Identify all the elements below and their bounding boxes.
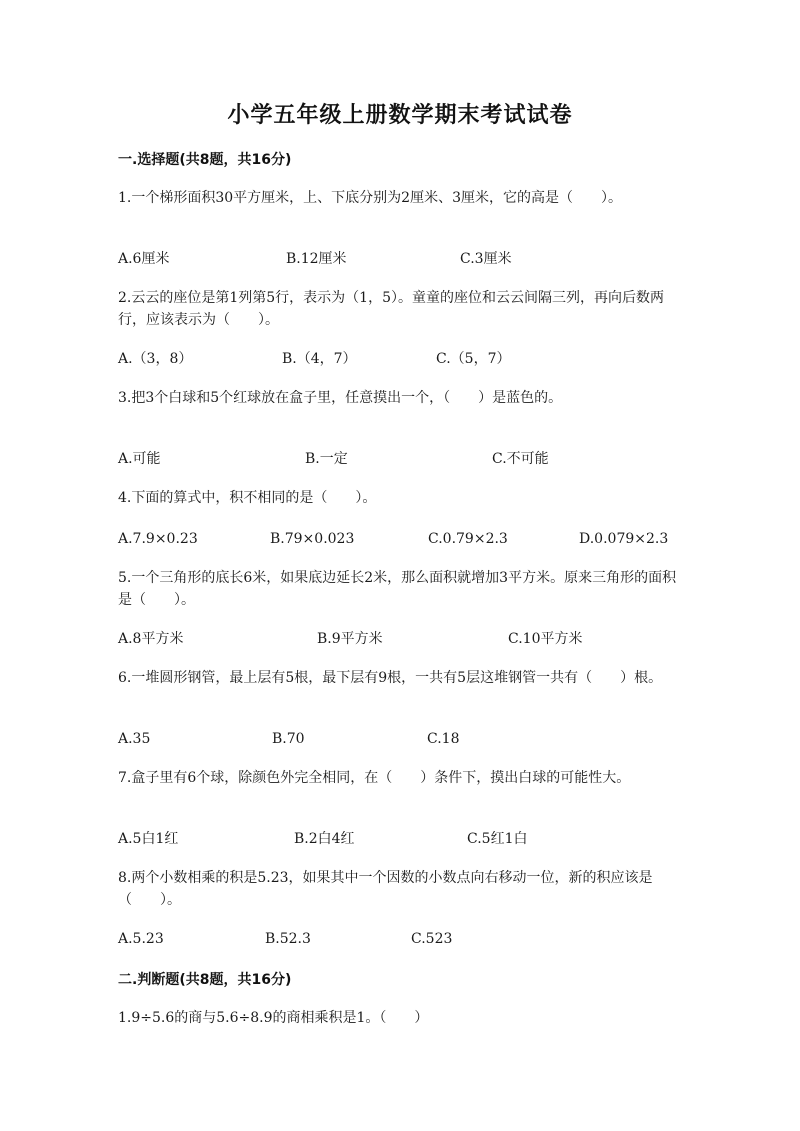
q4-option-c: C.0.79×2.3 — [428, 531, 508, 547]
question-3: 3.把3个白球和5个红球放在盒子里，任意摸出一个，（ ）是蓝色的。 — [118, 390, 563, 406]
judgement-question-1: 1.9÷5.6的商与5.6÷8.9的商相乘积是1。（ ） — [118, 1010, 429, 1026]
page-title: 小学五年级上册数学期末考试试卷 — [227, 103, 573, 128]
question-7: 7.盒子里有6个球，除颜色外完全相同，在（ ）条件下，摸出白球的可能性大。 — [118, 770, 631, 786]
q4-option-a: A.7.9×0.23 — [118, 531, 198, 547]
q7-option-a: A.5白1红 — [118, 831, 179, 847]
question-6: 6.一堆圆形钢管，最上层有5根，最下层有9根，一共有5层这堆钢管一共有（ ）根。 — [118, 670, 663, 686]
q5-option-b: B.9平方米 — [317, 631, 383, 647]
q2-option-b: B.（4，7） — [282, 351, 357, 367]
q7-option-c: C.5红1白 — [467, 831, 528, 847]
q4-option-d: D.0.079×2.3 — [579, 531, 669, 547]
q4-option-b: B.79×0.023 — [270, 531, 355, 547]
section-heading-choice: 一.选择题(共8题，共16分) — [118, 152, 292, 168]
q5-option-a: A.8平方米 — [118, 631, 184, 647]
q5-option-c: C.10平方米 — [508, 631, 583, 647]
q8-option-b: B.52.3 — [265, 931, 311, 947]
q6-option-c: C.18 — [427, 731, 460, 747]
question-5: 5.一个三角形的底长6米，如果底边延长2米，那么面积就增加3平方米。原来三角形的面积是（ ）。 — [118, 570, 677, 608]
q8-option-a: A.5.23 — [118, 931, 164, 947]
question-1: 1.一个梯形面积30平方厘米，上、下底分别为2厘米、3厘米，它的高是（ ）。 — [118, 190, 622, 206]
q1-option-a: A.6厘米 — [118, 251, 170, 267]
question-8: 8.两个小数相乘的积是5.23，如果其中一个因数的小数点向右移动一位，新的积应该是（ ）。 — [118, 870, 653, 908]
q3-option-b: B.一定 — [305, 451, 348, 467]
q6-option-b: B.70 — [272, 731, 305, 747]
question-4: 4.下面的算式中，积不相同的是（ ）。 — [118, 490, 377, 506]
q2-option-c: C.（5，7） — [436, 351, 511, 367]
q3-option-c: C.不可能 — [492, 451, 549, 467]
q3-option-a: A.可能 — [118, 451, 161, 467]
q7-option-b: B.2白4红 — [294, 831, 355, 847]
q2-option-a: A.（3，8） — [118, 351, 193, 367]
q6-option-a: A.35 — [118, 731, 151, 747]
q8-option-c: C.523 — [411, 931, 453, 947]
question-2: 2.云云的座位是第1列第5行，表示为（1，5）。童童的座位和云云间隔三列，再向后数两行，应该表示为（ ）。 — [118, 290, 664, 328]
q1-option-b: B.12厘米 — [286, 251, 347, 267]
section-heading-judgement: 二.判断题(共8题，共16分) — [118, 972, 292, 988]
q1-option-c: C.3厘米 — [460, 251, 512, 267]
